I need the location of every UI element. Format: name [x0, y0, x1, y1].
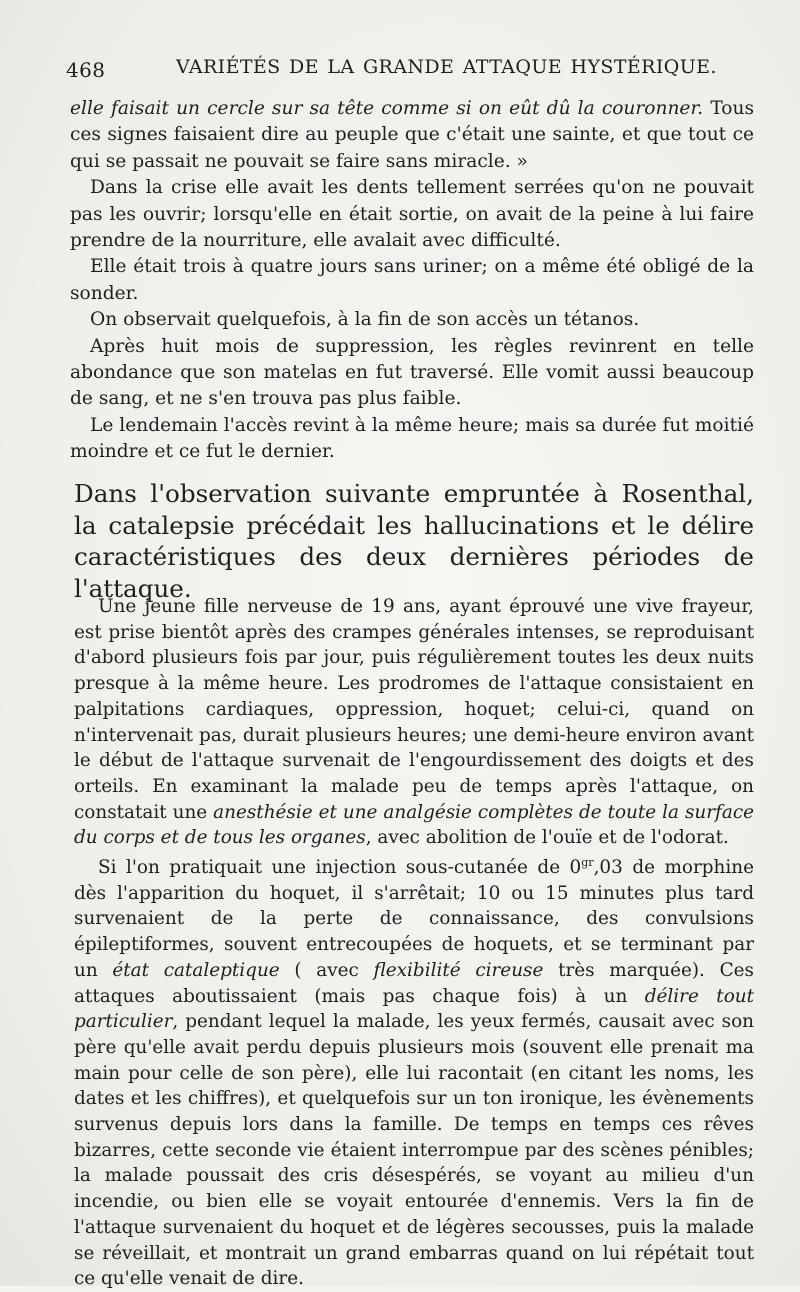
running-title: VARIÉTÉS DE LA GRANDE ATTAQUE HYSTÉRIQUE. — [176, 56, 717, 78]
italic-phrase: anesthésie et une analgésie complètes de toute la surface du corps et de tous les organes — [74, 801, 754, 849]
paragraph-text: Tous ces signes faisaient dire au peuple que c'était une sainte, et que tout ce qui se passait ne pouvait se faire sans miracle. » — [70, 98, 754, 172]
paragraph-text: , avec abolition de l'ouïe et de l'odorat. — [365, 827, 729, 849]
paragraph-case-2 — [74, 855, 754, 1292]
italic-phrase: elle faisait un cercle sur sa tête comme si on eût dû la couronner. — [70, 98, 704, 119]
continued-text — [70, 96, 754, 466]
paragraph-text: Une jeune fille nerveuse de 19 ans, ayant éprouvé une vive frayeur, est prise bientôt après des crampes générales intenses, se reproduisant d'abord plusieurs fois par jour, puis régulièrement toutes les deux nuits presque à la même heure. Les prodromes de l'attaque consistaient en palpitations cardiaques, oppression, hoquet; celui-ci, quand on n'intervenait pas, durait plusieurs heures; une demi-heure environ avant le début de l'attaque survenait de l'engourdissement des doigts et des orteils. En examinant la malade peu de temps après l'attaque, on constatait une — [74, 596, 754, 823]
paragraph-text: ( avec — [279, 959, 374, 981]
paragraph-continued — [70, 96, 754, 175]
paragraph-text: très marquée). Ces attaques aboutissaient (mais pas chaque fois) à un — [74, 959, 754, 1007]
paragraph-text: ,03 de morphine dès l'apparition du hoquet, il s'arrêtait; 10 ou 15 minutes plus tard survenaient de la perte de connaissance, des convulsions épileptiformes, souvent entrecoupées de hoquets, et se terminant par un — [74, 857, 754, 981]
paragraph-text: , pendant lequel la malade, les yeux fermés, causait avec son père qu'elle avait perdu depuis plusieurs mois (souvent elle prenait ma main pour celle de son père), elle lui racontait (en citant les noms, les dates et les chiffres), et quelquefois sur un ton ironique, les évènements survenus depuis lors dans la famille. De temps en temps ces rêves bizarres, cette seconde vie étaient interrompue par des scènes pénibles; la malade poussait des cris désespérés, se voyant au milieu d'un incendie, ou bien elle se voyait entourée d'ennemis. Vers la fin de l'attaque survenaient du hoquet et de légères secousses, puis la malade se réveillait, et montrait un grand embarras quand on lui répétait tout ce qu'elle venait de dire. — [74, 1011, 754, 1290]
paragraph-urine: Elle était trois à quatre jours sans uriner; on a même été obligé de la sonder. — [70, 256, 754, 304]
paragraph-teeth: Dans la crise elle avait les dents tellement serrées qu'on ne pouvait pas les ouvrir; lorsqu'elle en était sortie, on avait de la peine à lui faire prendre de la nourriture, elle avalait avec difficulté. — [70, 177, 754, 252]
observation-intro: Dans l'observation suivante empruntée à Rosenthal, la catalepsie précédait les hallucinations et le délire caractéristiques des deux dernières périodes de l'attaque. — [74, 479, 754, 603]
paragraph-text: Si l'on pratiquait une injection sous-cutanée de 0 — [98, 857, 582, 879]
paragraph-regles: Après huit mois de suppression, les règles revinrent en telle abondance que son matelas en fut traversé. Elle vomit aussi beaucoup de sang, et ne s'en trouva pas plus faible. — [70, 335, 754, 410]
italic-phrase: délire tout particulier — [74, 985, 754, 1033]
unit-superscript: gr — [581, 855, 594, 869]
paragraph-case-1 — [74, 594, 754, 851]
page-number: 468 — [66, 58, 106, 82]
paragraph-tetanos: On observait quelquefois, à la fin de son accès un tétanos. — [90, 309, 640, 331]
italic-phrase: état cataleptique — [112, 959, 280, 981]
case-text — [74, 594, 754, 1292]
italic-phrase: flexibilité cireuse — [373, 959, 544, 981]
paragraph-lendemain: Le lendemain l'accès revint à la même heure; mais sa durée fut moitié moindre et ce fut le dernier. — [70, 414, 754, 463]
